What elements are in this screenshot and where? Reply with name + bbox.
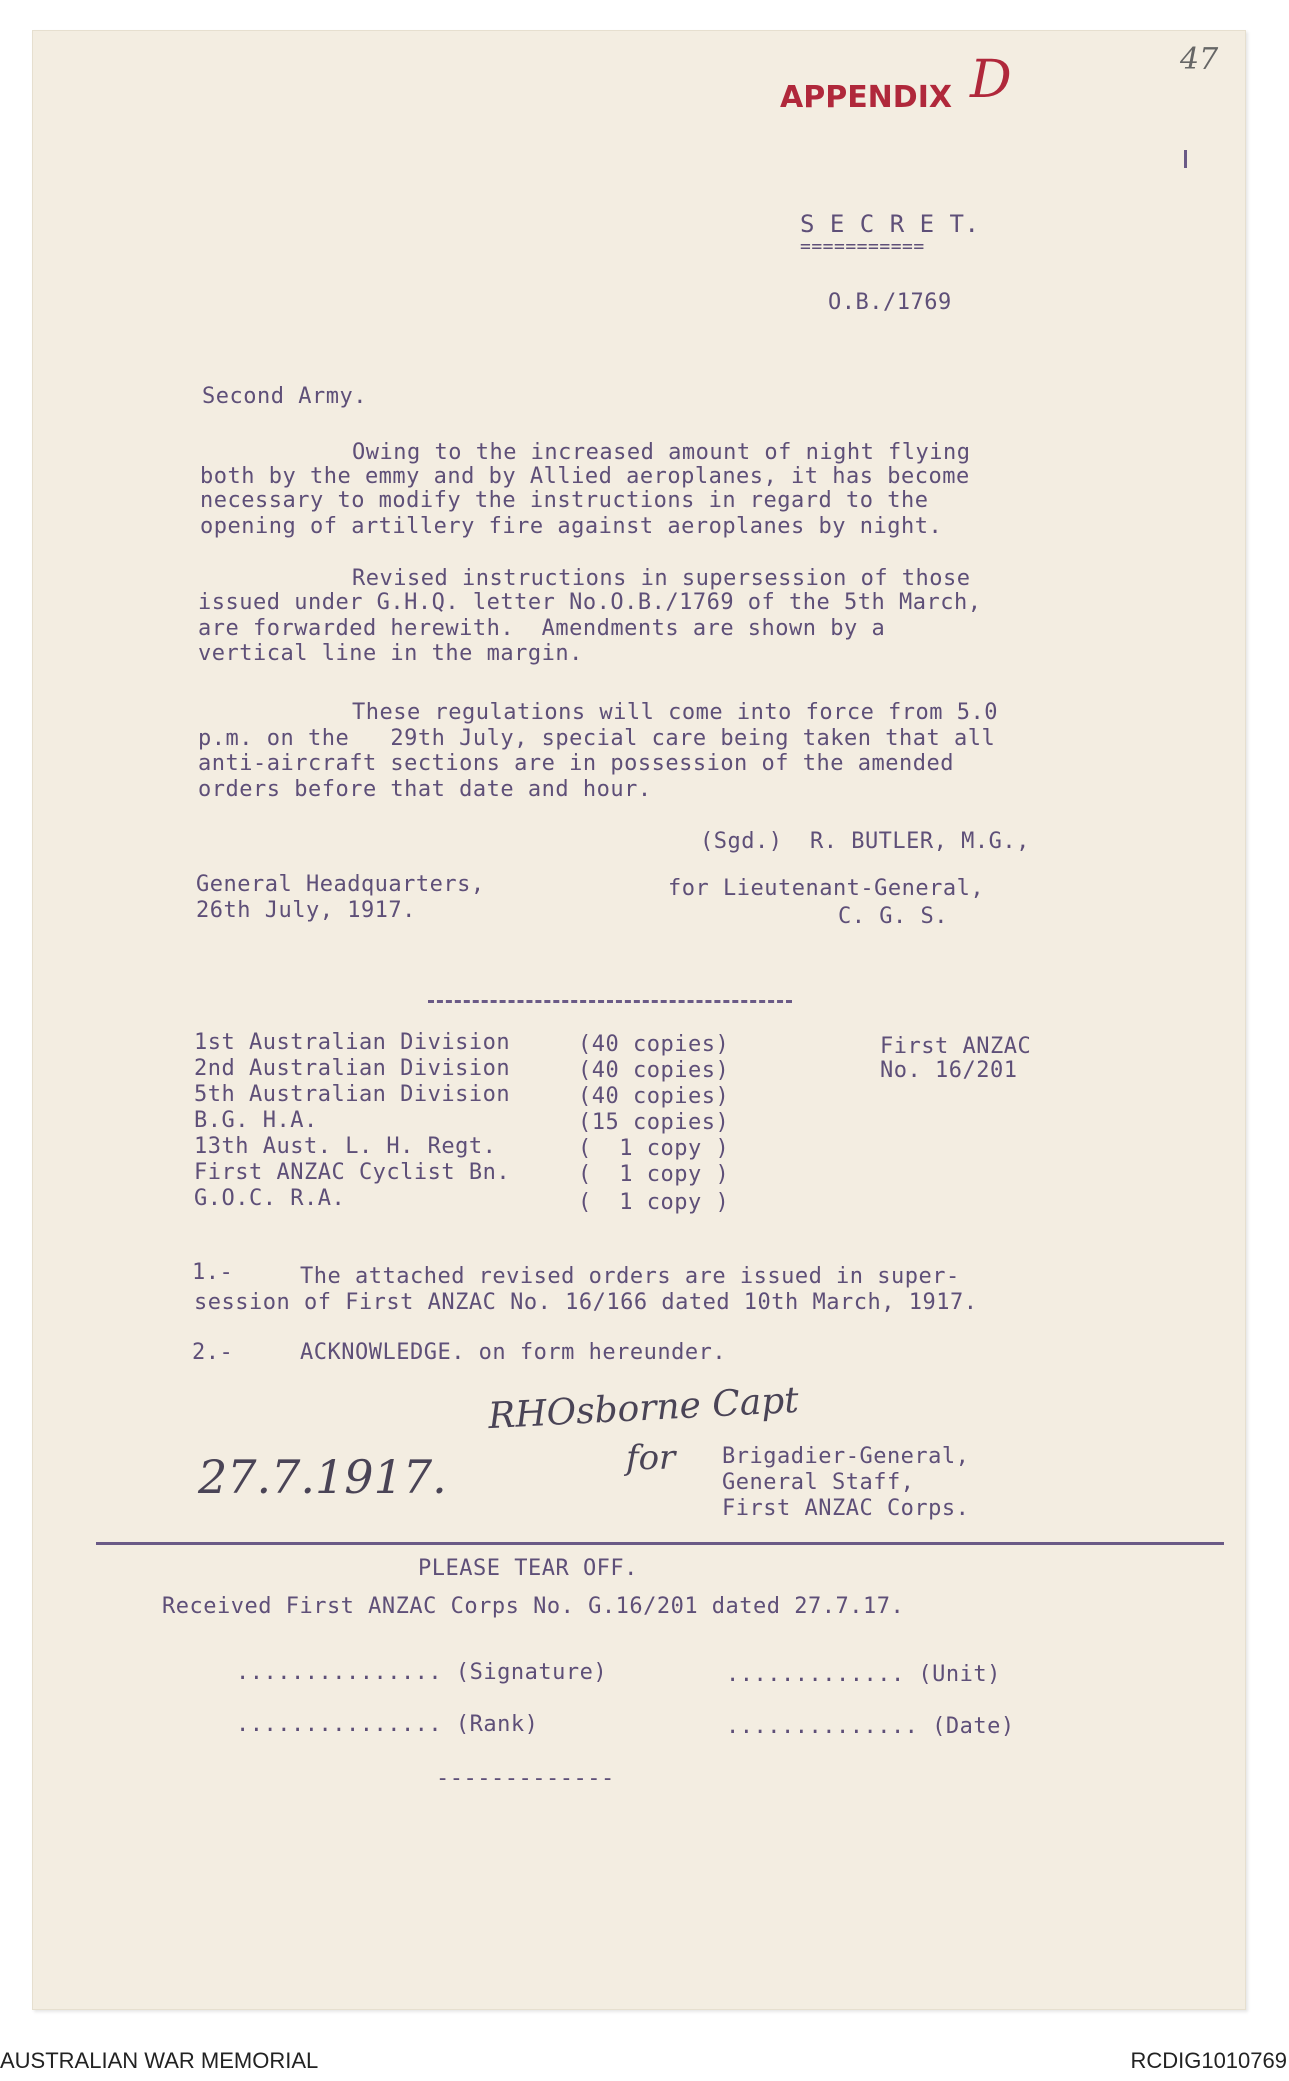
paragraph-3-line: orders before that date and hour.: [198, 777, 652, 802]
item-text-line: The attached revised orders are issued in super-: [300, 1264, 960, 1289]
distribution-unit: 13th Aust. L. H. Regt.: [194, 1134, 497, 1159]
paragraph-1-line: both by the emmy and by Allied aeroplanes, it has become: [200, 464, 970, 489]
paragraph-3-line: These regulations will come into force from 5.0: [352, 700, 999, 725]
appendix-letter: D: [970, 50, 1012, 110]
staff-signatory-title: General Staff,: [722, 1470, 915, 1495]
classification-underline: ===========: [800, 236, 925, 257]
archive-record-id: RCDIG1010769: [1130, 2048, 1287, 2073]
distribution-copies: ( 1 copy ): [578, 1190, 730, 1215]
paragraph-1-line: Owing to the increased amount of night flying: [352, 440, 971, 465]
distribution-unit: 5th Australian Division: [194, 1082, 511, 1107]
addressee: Second Army.: [202, 384, 367, 409]
paragraph-2-line: issued under G.H.Q. letter No.O.B./1769 of the 5th March,: [198, 590, 982, 615]
signed-by: (Sgd.) R. BUTLER, M.G.,: [700, 829, 1030, 854]
distribution-copies: (40 copies): [578, 1032, 730, 1057]
item-number: 2.-: [192, 1340, 234, 1365]
tear-off-signature-field: ............... (Signature): [236, 1660, 608, 1685]
item-text-line: ACKNOWLEDGE. on form hereunder.: [300, 1340, 727, 1365]
reference-number: O.B./1769: [828, 290, 952, 315]
section-separator: [428, 1000, 792, 1003]
signed-for: for Lieutenant-General,: [668, 876, 985, 901]
item-text-line: session of First ANZAC No. 16/166 dated 10th March, 1917.: [194, 1290, 978, 1315]
signatory-title: C. G. S.: [838, 904, 948, 929]
tear-off-end-rule: -------------: [436, 1766, 615, 1791]
distribution-unit: G.O.C. R.A.: [194, 1186, 346, 1211]
handwritten-date: 27.7.1917.: [198, 1450, 447, 1504]
paragraph-1-line: opening of artillery fire against aeroplanes by night.: [200, 514, 943, 539]
tear-off-date-field: .............. (Date): [726, 1714, 1015, 1739]
tear-off-unit-field: ............. (Unit): [726, 1662, 1001, 1687]
paragraph-2-line: are forwarded herewith. Amendments are shown by a: [198, 616, 886, 641]
staff-signatory-title: First ANZAC Corps.: [722, 1496, 970, 1521]
tear-off-heading: PLEASE TEAR OFF.: [418, 1556, 638, 1581]
staff-signatory-title: Brigadier-General,: [722, 1444, 970, 1469]
item-number: 1.-: [192, 1260, 234, 1285]
page-number: 47: [1180, 42, 1219, 77]
distribution-copies: ( 1 copy ): [578, 1162, 730, 1187]
distribution-unit: 2nd Australian Division: [194, 1056, 511, 1081]
handwritten-signature: RHOsborne Capt: [487, 1379, 800, 1438]
paragraph-3-line: anti-aircraft sections are in possession of the amended: [198, 751, 954, 776]
origin-place: General Headquarters,: [196, 872, 485, 897]
tear-off-line: [96, 1542, 1224, 1545]
origin-date: 26th July, 1917.: [196, 898, 416, 923]
tear-off-received: Received First ANZAC Corps No. G.16/201 dated 27.7.17.: [162, 1594, 905, 1619]
distribution-copies: (40 copies): [578, 1084, 730, 1109]
distribution-copies: (40 copies): [578, 1058, 730, 1083]
handwritten-for: for: [626, 1438, 676, 1478]
distribution-unit: 1st Australian Division: [194, 1030, 511, 1055]
anzac-reference: First ANZAC: [880, 1034, 1032, 1059]
paragraph-3-line: p.m. on the 29th July, special care being taken that all: [198, 726, 996, 751]
distribution-unit: First ANZAC Cyclist Bn.: [194, 1160, 511, 1185]
distribution-copies: (15 copies): [578, 1110, 730, 1135]
paragraph-2-line: Revised instructions in supersession of those: [352, 566, 971, 591]
paragraph-1-line: necessary to modify the instructions in regard to the: [200, 488, 929, 513]
distribution-unit: B.G. H.A.: [194, 1108, 318, 1133]
appendix-stamp: APPENDIX: [780, 80, 952, 115]
paragraph-2-line: vertical line in the margin.: [198, 641, 583, 666]
archive-name: AUSTRALIAN WAR MEMORIAL: [0, 2048, 319, 2073]
classification: S E C R E T.: [800, 210, 980, 238]
distribution-copies: ( 1 copy ): [578, 1136, 730, 1161]
anzac-reference-number: No. 16/201: [880, 1058, 1018, 1083]
amendment-margin-line: [1184, 150, 1187, 168]
document-page: [32, 30, 1246, 2010]
tear-off-rank-field: ............... (Rank): [236, 1712, 539, 1737]
